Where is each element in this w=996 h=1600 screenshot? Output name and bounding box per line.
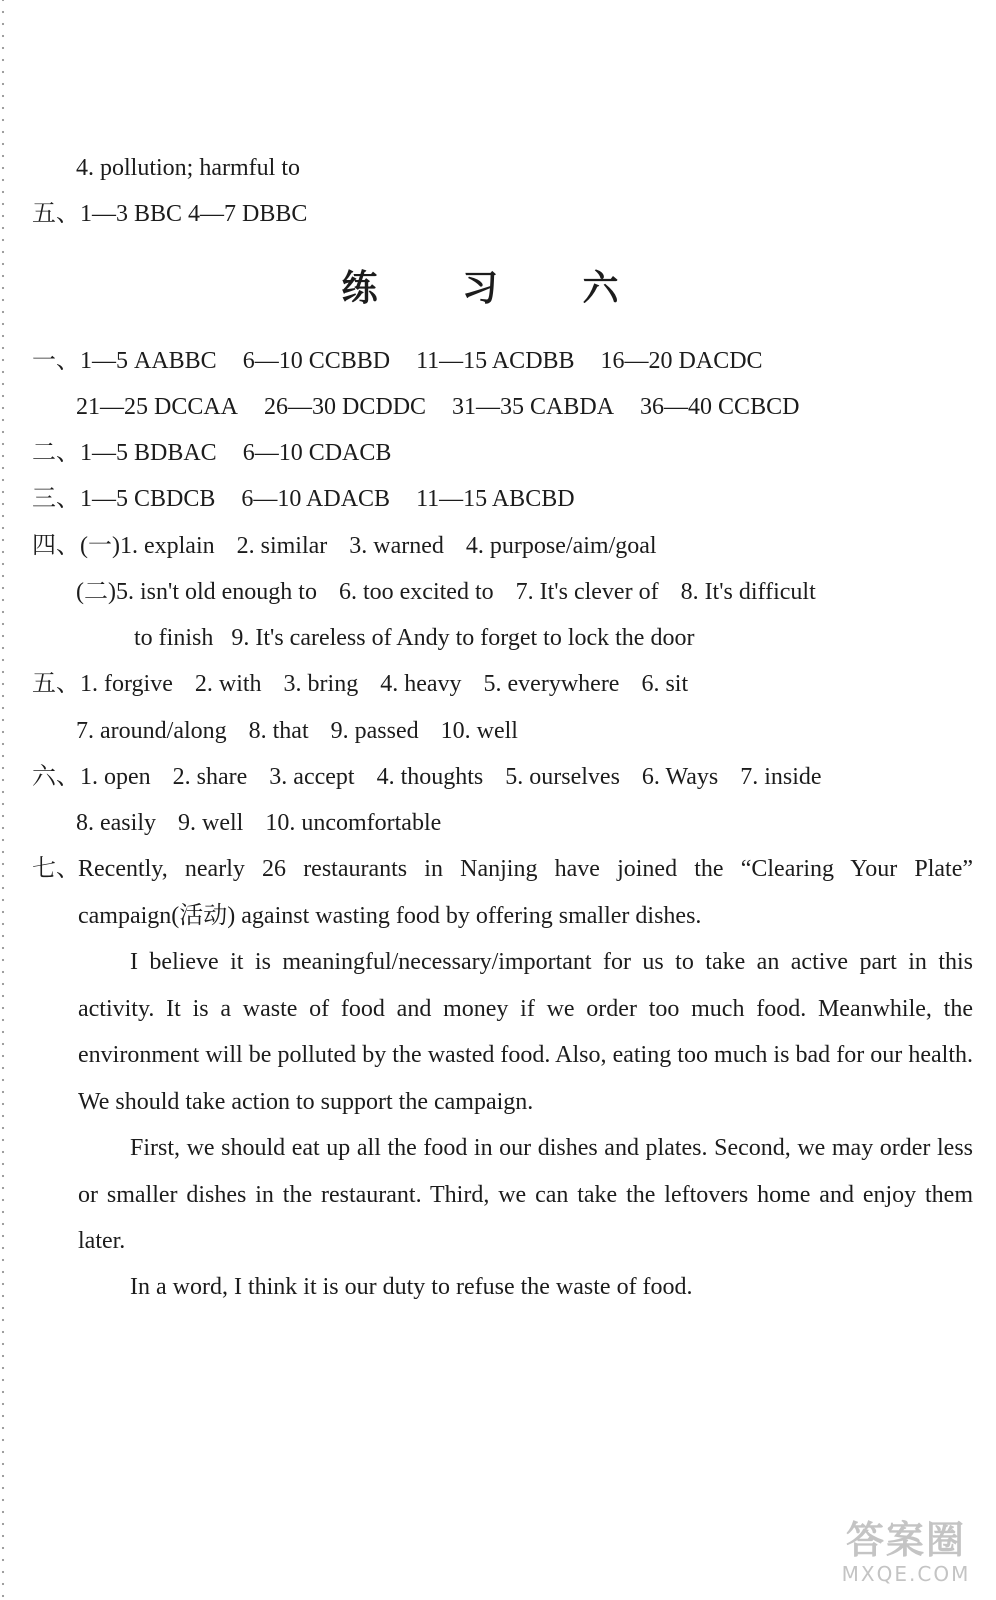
answer-item: 1. forgive (80, 671, 173, 697)
section-label: 五、 (32, 671, 80, 697)
section-6-row-1 (32, 762, 822, 792)
answer-item: 3. accept (269, 764, 355, 790)
section-5-row-2 (76, 716, 518, 746)
answer-item: 5. everywhere (483, 671, 620, 697)
answer-item: 9. well (177, 810, 244, 836)
section-7-label: 七、 (32, 856, 80, 882)
answer-item: 4. heavy (380, 671, 462, 697)
answer-group: 31—35 CABDA (452, 394, 615, 420)
answer-item: 5. ourselves (505, 764, 620, 790)
answer-group: 1—5 BDBAC (80, 440, 217, 466)
watermark-top: 答案圈 (845, 1518, 966, 1562)
essay-paragraph-3: First, we should eat up all the food in our dishes and plates. Second, we may order less or smaller dishes in the restaurant. Third, we can take the leftovers home and enjoy them later. (78, 1135, 973, 1254)
answer-group: 1—5 AABBC (80, 348, 217, 374)
answer-item: 10. uncomfortable (265, 810, 442, 836)
section-3-row (32, 484, 575, 514)
section-label: 一、 (32, 348, 80, 374)
answer-item: 6. sit (641, 671, 689, 697)
answer-item: 3. warned (349, 533, 444, 559)
answer-group: 1—5 CBDCB (80, 486, 216, 512)
section-label: 五、 (32, 201, 80, 227)
answer-group: 16—20 DACDC (600, 348, 763, 374)
section-1-row-1 (32, 346, 763, 376)
section-4-part-1 (32, 531, 657, 561)
answer-group: 6—10 CDACB (242, 440, 392, 466)
answer-item: 8. easily (76, 810, 156, 836)
section-label: 四、 (32, 533, 80, 559)
section-5-row-1 (32, 669, 688, 699)
answer-item: 8. It's difficult (680, 579, 816, 605)
section-4-part-2-continued: to finish 9. It's careless of Andy to forget to lock the door (134, 625, 695, 651)
answer-item: 1. explain (119, 533, 215, 559)
answer-item: 6. too excited to (338, 579, 494, 605)
section-4-part-2 (76, 577, 816, 607)
binding-margin (0, 0, 6, 1600)
answer-item: 2. with (194, 671, 262, 697)
answer-item: 2. share (172, 764, 248, 790)
page-title: 练 习 六 (341, 267, 655, 309)
answer-group: 11—15 ABCBD (416, 486, 575, 512)
answer-group: 26—30 DCDDC (264, 394, 427, 420)
watermark-logo (826, 1518, 986, 1592)
answer-group: 6—10 ADACB (241, 486, 391, 512)
answer-item: 6. Ways (641, 764, 719, 790)
answer-group: 36—40 CCBCD (640, 394, 800, 420)
essay-paragraph-4: In a word, I think it is our duty to refuse the waste of food. (130, 1274, 693, 1300)
essay-paragraph-1: Recently, nearly 26 restaurants in Nanjing have joined the “Clearing Your Plate” campaign(活动) against wasting food by offering smaller dishes. (78, 856, 973, 929)
watermark-bottom: MXQE.COM (841, 1562, 971, 1586)
answer-group: 11—15 ACDBB (416, 348, 575, 374)
part-label: (一) (80, 533, 120, 559)
answer-item: 7. It's clever of (515, 579, 659, 605)
answer-item: 1. open (80, 764, 151, 790)
answer-item: 8. that (248, 718, 309, 744)
answer-item: 9. passed (330, 718, 419, 744)
section-6-row-2 (76, 808, 441, 838)
answer-item: 10. well (440, 718, 518, 744)
answer-line-section-5-prev (32, 199, 307, 229)
answer-item: 2. similar (236, 533, 328, 559)
part-label: (二) (76, 579, 116, 605)
answer-item: 3. bring (283, 671, 359, 697)
answer-item: 7. inside (740, 764, 822, 790)
section-label: 三、 (32, 486, 80, 512)
section-1-row-2 (76, 392, 799, 422)
answer-item: 4. purpose/aim/goal (465, 533, 657, 559)
section-label: 二、 (32, 440, 80, 466)
answer-group: 21—25 DCCAA (76, 394, 239, 420)
answer-group: 6—10 CCBBD (242, 348, 391, 374)
section-2-row (32, 438, 391, 468)
essay-paragraph-2: I believe it is meaningful/necessary/important for us to take an active part in this activity. It is a waste of food and money if we order too much food. Meanwhile, the environment will be polluted by the wasted food. Also, eating too much is bad for our health. We should take action to support the campaign. (78, 949, 973, 1115)
answer-item: 5. isn't old enough to (115, 579, 317, 605)
answer-item: 4. thoughts (376, 764, 484, 790)
answer-item: 7. around/along (76, 718, 227, 744)
section-label: 六、 (32, 764, 80, 790)
answer-text: 1—3 BBC 4—7 DBBC (80, 201, 308, 227)
answer-line-pollution: 4. pollution; harmful to (76, 155, 300, 181)
